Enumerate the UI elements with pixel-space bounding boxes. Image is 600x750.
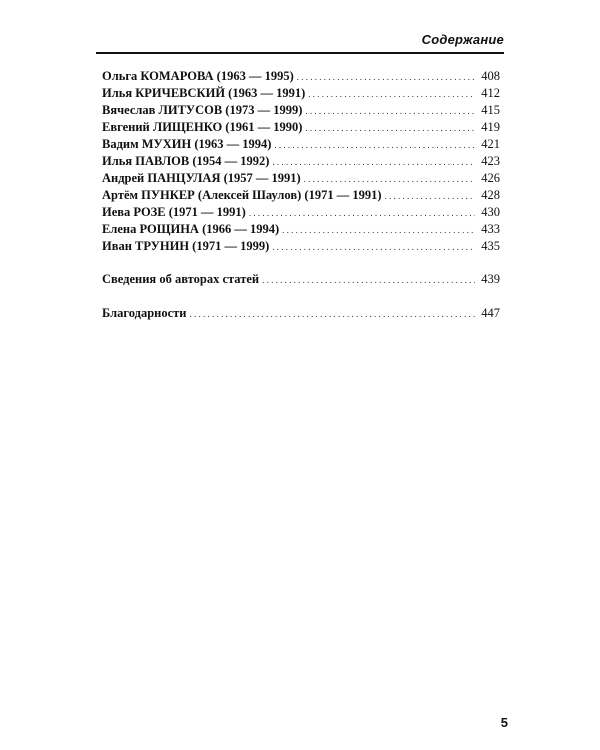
dot-leader [385, 187, 476, 205]
toc-entry-pantsulaya[interactable] [102, 170, 500, 187]
toc-entry-title: Андрей ПАНЦУЛАЯ (1957 — 1991) [102, 171, 301, 185]
toc-entry-lishchenko[interactable] [102, 119, 500, 136]
toc-entry-title: Илья ПАВЛОВ (1954 — 1992) [102, 154, 270, 168]
toc-entry-title: Иван ТРУНИН (1971 — 1999) [102, 239, 270, 253]
toc-entry-title: Елена РОЩИНА (1966 — 1994) [102, 222, 280, 236]
dot-leader [308, 85, 475, 103]
toc-entry-page: 412 [481, 86, 500, 100]
toc-entry-litusov[interactable] [102, 102, 500, 119]
toc-entry-title: Благодарности [102, 306, 187, 320]
toc-entry-page: 423 [481, 154, 500, 168]
toc-entry-page: 430 [481, 205, 500, 219]
toc-entry-trunin[interactable] [102, 238, 500, 255]
page-number: 5 [500, 715, 508, 730]
toc-entry-title: Вадим МУХИН (1963 — 1994) [102, 137, 272, 151]
dot-leader [190, 305, 476, 323]
toc-entry-title: Евгений ЛИЩЕНКО (1961 — 1990) [102, 120, 303, 134]
toc-entry-page: 428 [481, 188, 500, 202]
toc-entry-punker[interactable] [102, 187, 500, 204]
toc-entry-page: 426 [481, 171, 500, 185]
toc-entry-title: Артём ПУНКЕР (Алексей Шаулов) (1971 — 1991) [102, 188, 382, 202]
toc-entry-title: Илья КРИЧЕВСКИЙ (1963 — 1991) [102, 86, 306, 100]
toc-entry-page: 439 [481, 272, 500, 286]
toc-entry-acknowledgements[interactable] [102, 305, 500, 322]
toc-entry-page: 435 [481, 239, 500, 253]
toc-entry-page: 419 [481, 120, 500, 134]
running-head-title: Содержание [421, 32, 504, 47]
toc-entry-title: Ольга КОМАРОВА (1963 — 1995) [102, 69, 294, 83]
dot-leader [297, 68, 475, 86]
dot-leader [305, 102, 475, 120]
toc-entry-title: Сведения об авторах статей [102, 272, 260, 286]
toc-entry-komarova[interactable] [102, 68, 500, 85]
toc-entry-mukhin[interactable] [102, 136, 500, 153]
dot-leader [305, 119, 475, 137]
toc-entry-about-authors[interactable] [102, 271, 500, 288]
dot-leader [282, 221, 475, 239]
toc-entry-page: 433 [481, 222, 500, 236]
dot-leader [272, 153, 475, 171]
header-rule [96, 52, 504, 54]
table-of-contents [102, 68, 500, 322]
dot-leader [262, 271, 475, 289]
toc-entry-pavlov[interactable] [102, 153, 500, 170]
dot-leader [272, 238, 475, 256]
dot-leader [249, 204, 475, 222]
toc-entry-page: 415 [481, 103, 500, 117]
toc-entry-roshchina[interactable] [102, 221, 500, 238]
toc-entry-title: Иева РОЗЕ (1971 — 1991) [102, 205, 246, 219]
section-spacer [102, 255, 500, 271]
dot-leader [274, 136, 475, 154]
dot-leader [304, 170, 475, 188]
toc-entry-krichevsky[interactable] [102, 85, 500, 102]
toc-entry-roze[interactable] [102, 204, 500, 221]
toc-entry-page: 408 [481, 69, 500, 83]
toc-entry-title: Вячеслав ЛИТУСОВ (1973 — 1999) [102, 103, 303, 117]
toc-entry-page: 421 [481, 137, 500, 151]
toc-entry-page: 447 [481, 306, 500, 320]
section-spacer [102, 288, 500, 305]
